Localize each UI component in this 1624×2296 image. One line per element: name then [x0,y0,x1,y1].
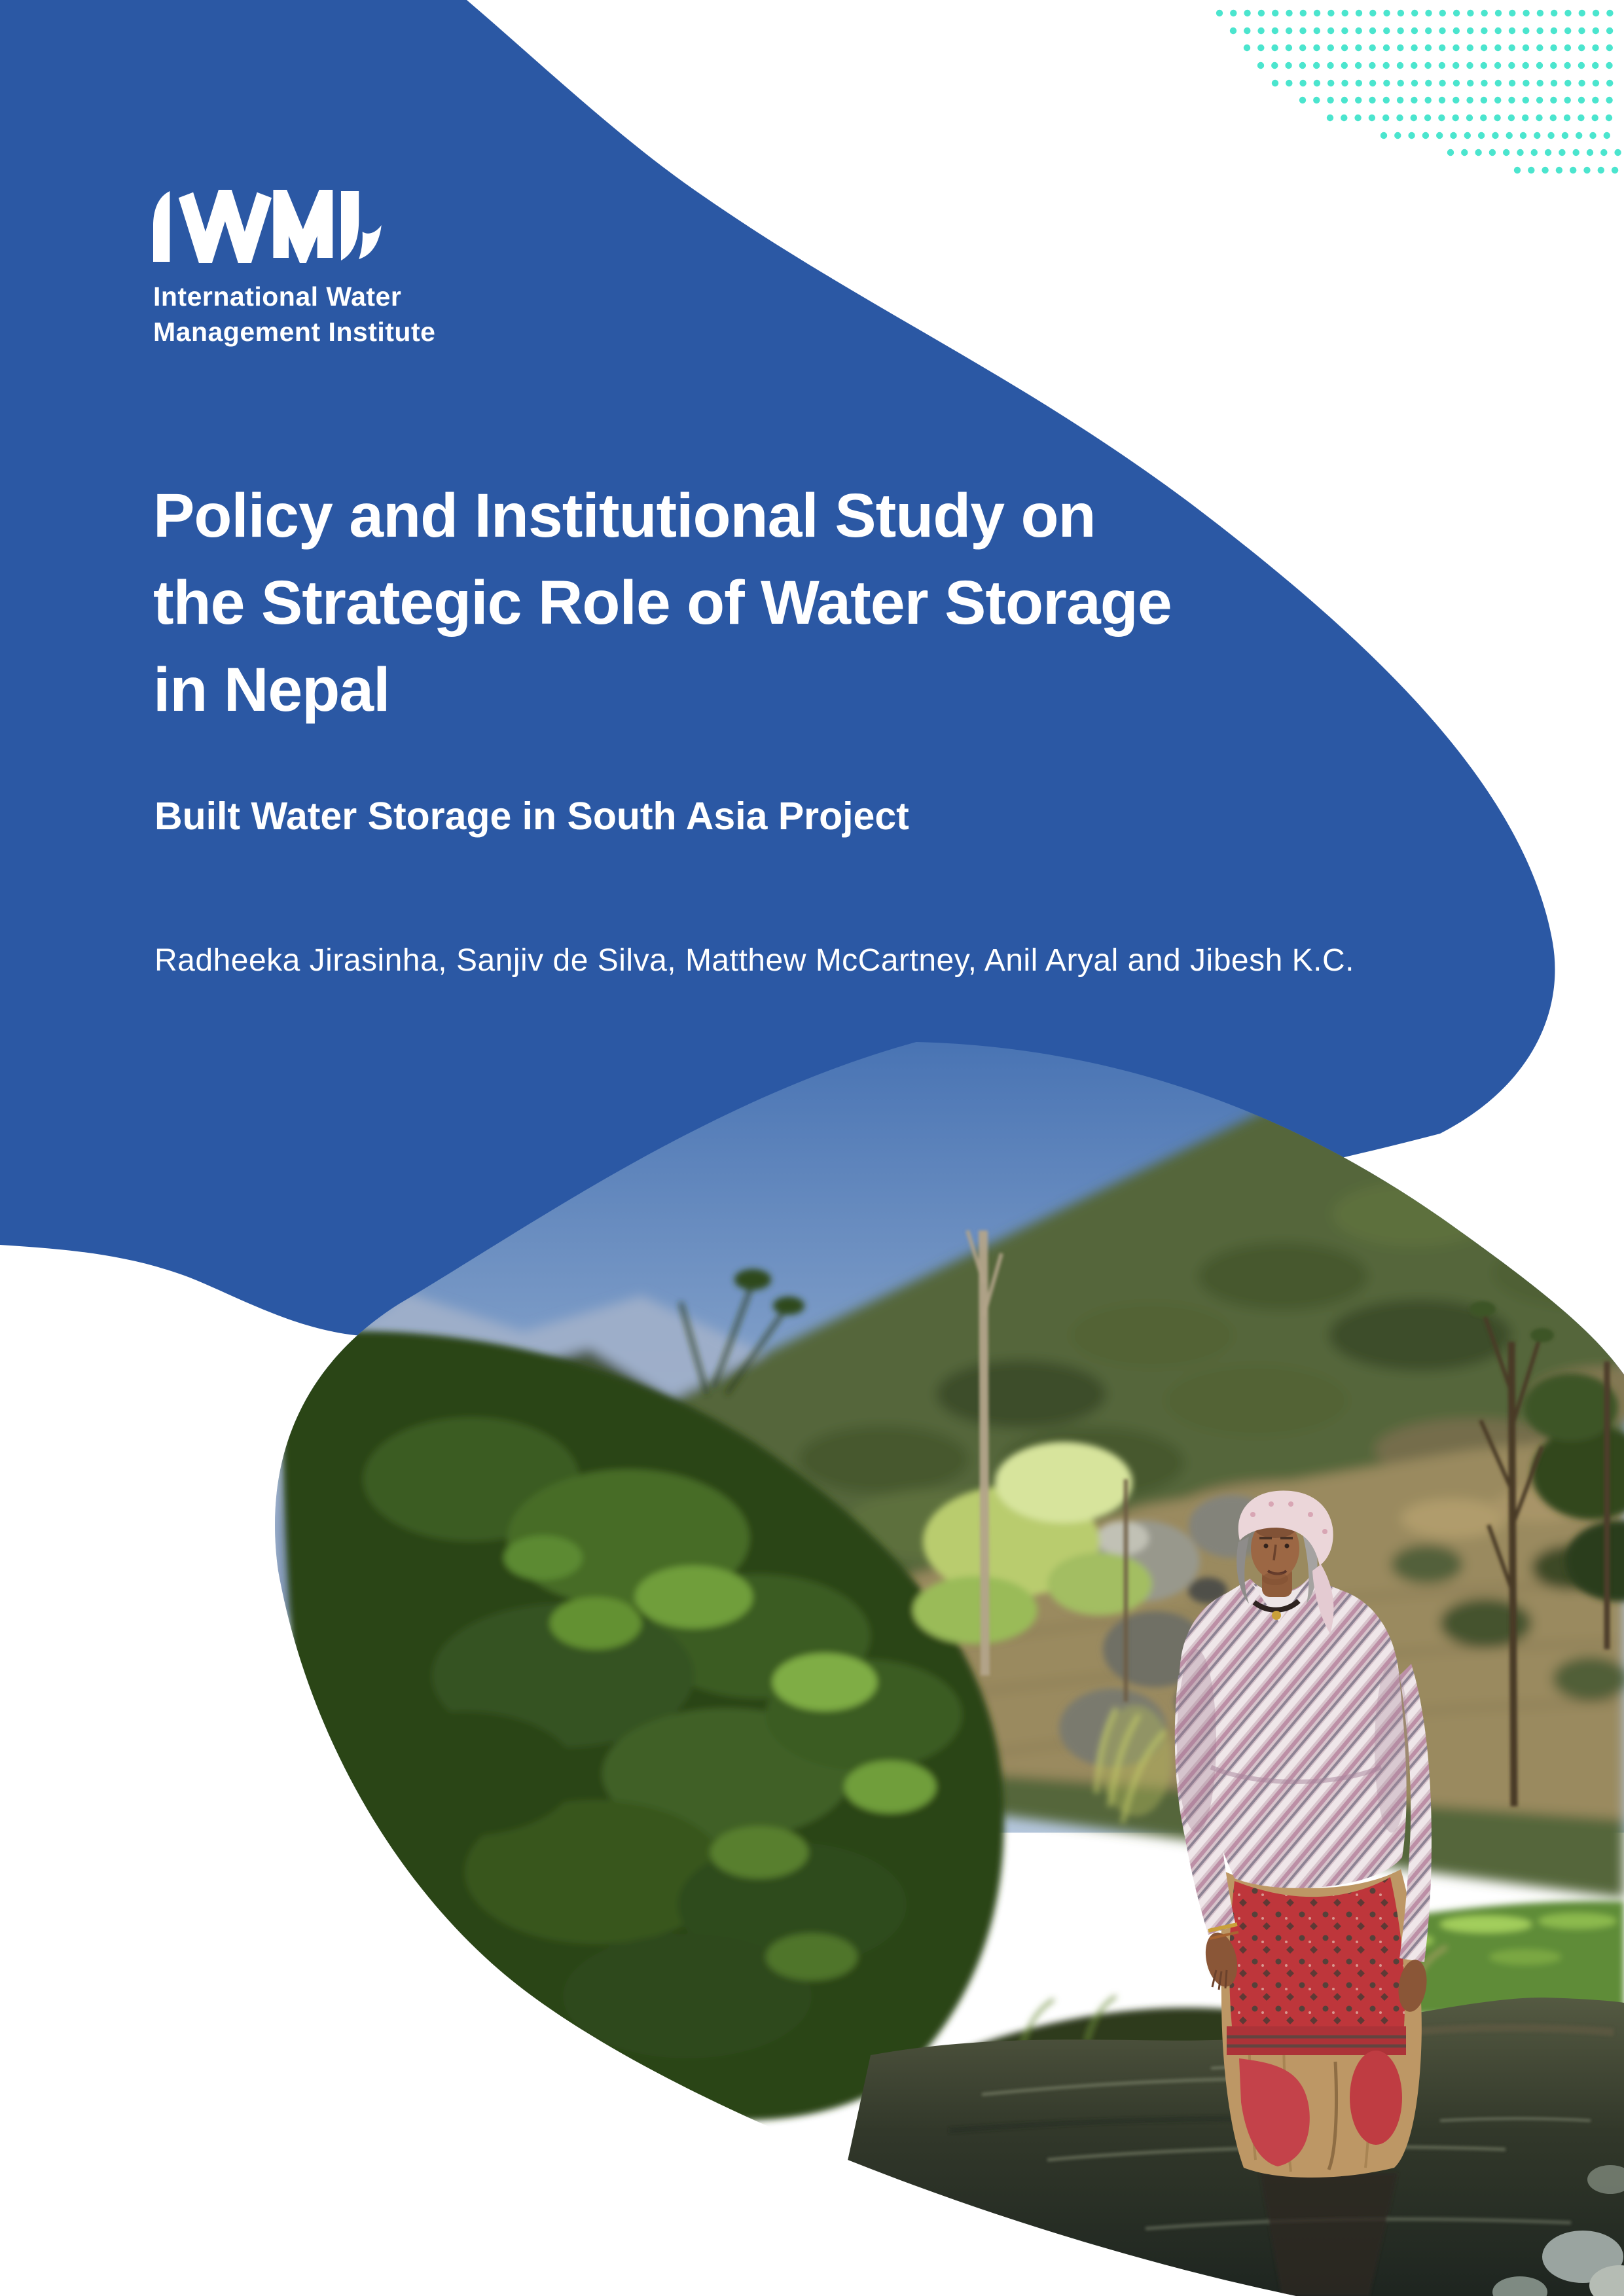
project-subtitle: Built Water Storage in South Asia Project [154,795,909,838]
logo-name-line-2: Management Institute [153,317,436,347]
iwmi-logo-name [153,279,435,350]
dot-pattern [1216,10,1621,173]
iwmi-logo [153,190,435,350]
title-line-1: Policy and Institutional Study on [153,481,1096,550]
title-line-3: in Nepal [153,655,390,725]
page-title [153,473,1172,734]
iwmi-logo-mark [153,190,386,263]
authors-line: Radheeka Jirasinha, Sanjiv de Silva, Matthew McCartney, Anil Aryal and Jibesh K.C. [154,943,1354,978]
photo-stream [818,1998,1624,2296]
title-line-2: the Strategic Role of Water Storage [153,568,1172,637]
logo-name-line-1: International Water [153,281,402,312]
